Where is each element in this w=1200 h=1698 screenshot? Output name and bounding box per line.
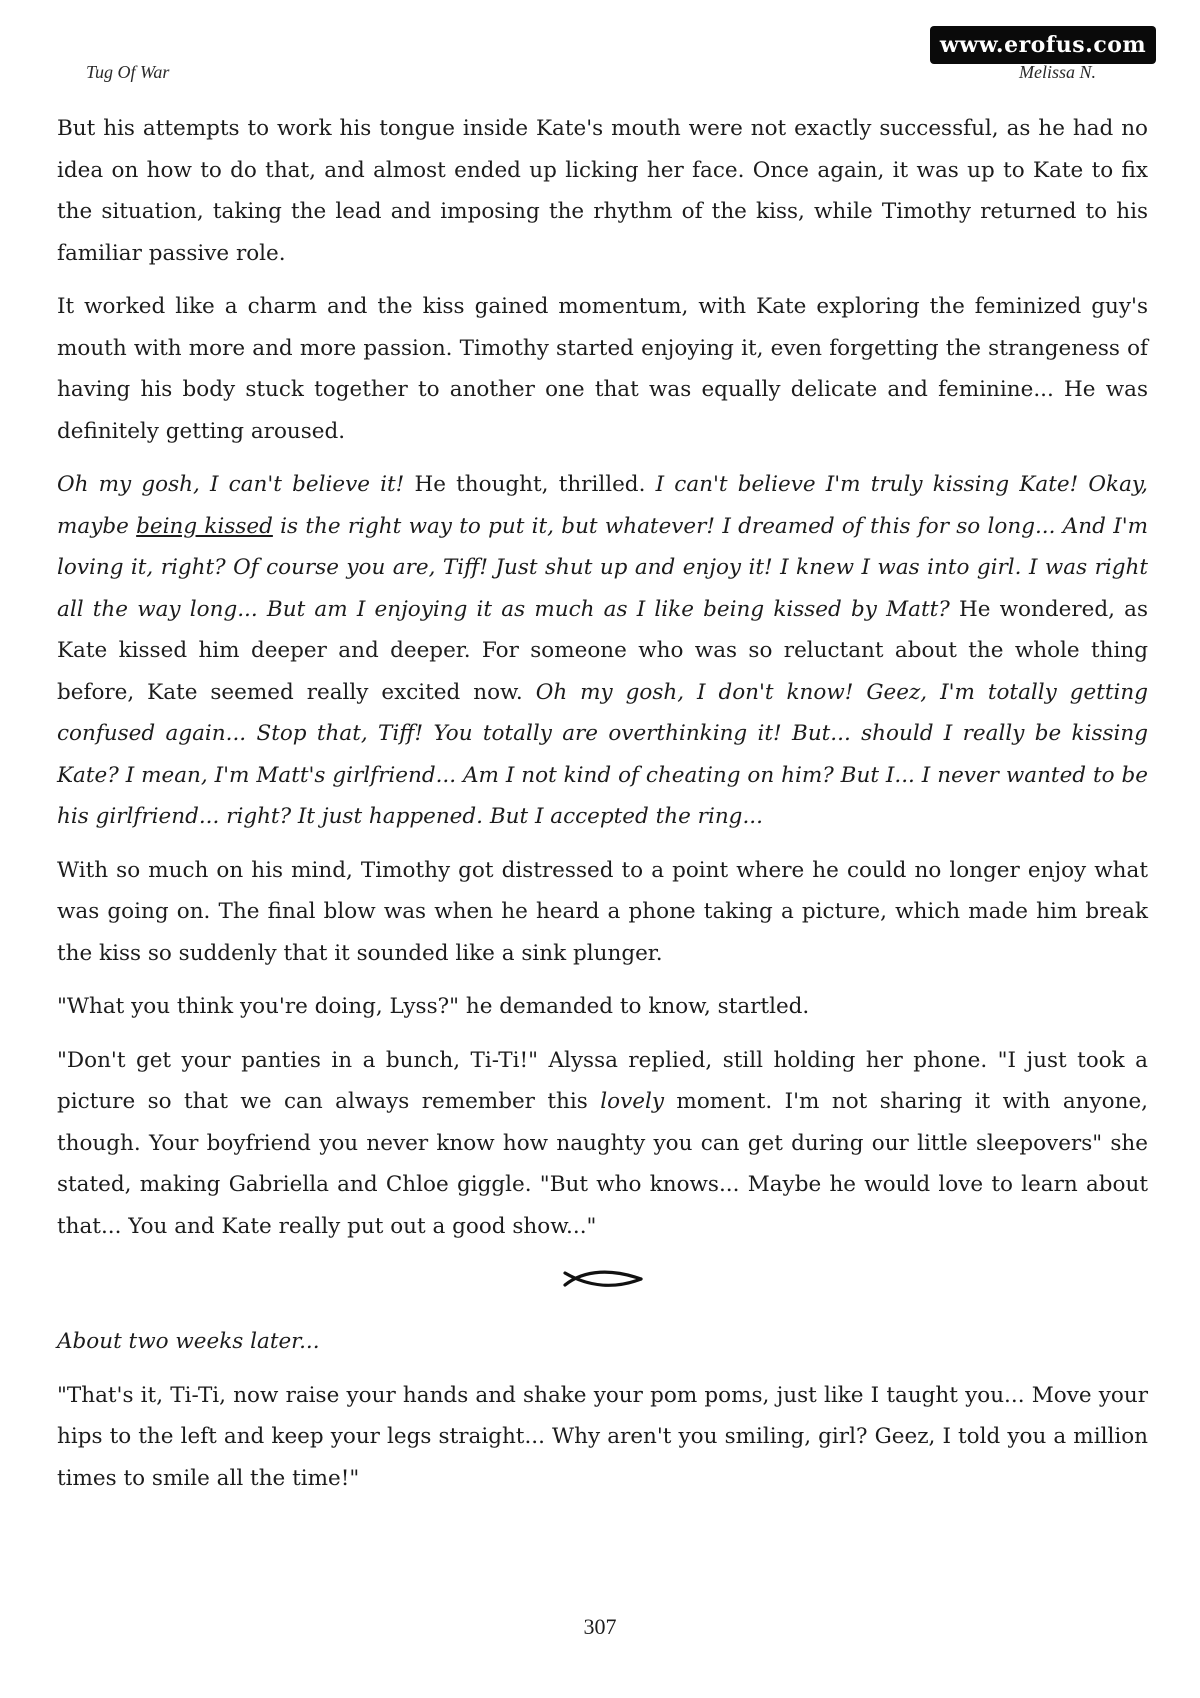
narration: He thought, thrilled. — [404, 472, 656, 497]
inner-thought: is the right way to put it, but whatever! I dreamed of this for so long... And I'm loving it, right? Of course you are, Tiff! Just shut up and enjoy it! I knew I was into girl. I was right all the way long... But am I enjoying it as much as I like being kissed by Matt? — [57, 513, 1148, 622]
emphasis: lovely — [600, 1089, 664, 1114]
scene-heading: About two weeks later... — [57, 1329, 320, 1354]
scene-break-ornament-icon — [563, 1263, 643, 1295]
inner-thought: Oh my gosh, I don't know! Geez, I'm totally getting confused again... Stop that, Tiff! You totally are overthinking it! But... should I really be kissing Kate? I mean, I'm Matt's girlfriend... Am I not kind of cheating on him? But I... I never wanted to be his girlfriend... right? It just happened. But I accepted the ring... — [57, 679, 1148, 829]
paragraph — [57, 464, 1148, 838]
dialogue: "Don't get your panties in a bunch, Ti-Ti!" Alyssa replied, still holding her phone. "I just took a picture so that we can always remember this — [57, 1047, 1148, 1114]
narration: He wondered, as Kate kissed him deeper and deeper. For someone who was so reluctant about the whole thing before, Kate seemed really excited now. — [57, 596, 1148, 705]
inner-thought: I can't believe I'm truly kissing Kate! Okay, maybe — [57, 472, 1149, 539]
paragraph — [57, 1040, 1148, 1248]
dialogue: moment. I'm not sharing it with anyone, though. Your boyfriend you never know how naughty you can get during our little sleepovers" she stated, making Gabriella and Chloe giggle. "But who knows... Maybe he would love to learn about that... You and Kate really put out a good show..." — [57, 1089, 1149, 1239]
paragraph: With so much on his mind, Timothy got distressed to a point where he could no longer enjoy what was going on. The final blow was when he heard a phone taking a picture, which made him break the kiss so suddenly that it sounded like a sink plunger. — [57, 857, 1148, 966]
underlined-phrase: being kissed — [136, 513, 273, 539]
page-body — [57, 108, 1148, 1511]
author-name: Melissa N. — [1018, 62, 1096, 82]
paragraph: But his attempts to work his tongue inside Kate's mouth were not exactly successful, as he had no idea on how to do that, and almost ended up licking her face. Once again, it was up to Kate to fix the situation, taking the lead and imposing the rhythm of the kiss, while Timothy returned to his familiar passive role. — [57, 116, 1148, 266]
book-title: Tug Of War — [86, 62, 170, 82]
paragraph: "What you think you're doing, Lyss?" he demanded to know, startled. — [57, 994, 810, 1019]
page-header — [86, 62, 1096, 90]
inner-thought: Oh my gosh, I can't believe it! — [57, 472, 405, 497]
page-number: 307 — [583, 1614, 617, 1639]
scene-break-divider — [57, 1263, 1148, 1295]
paragraph: "That's it, Ti-Ti, now raise your hands and shake your pom poms, just like I taught you... Move your hips to the left and keep your legs straight... Why aren't you smiling, girl? Geez, I told you a million times to smile all the time!" — [57, 1382, 1148, 1491]
paragraph: It worked like a charm and the kiss gained momentum, with Kate exploring the feminized guy's mouth with more and more passion. Timothy started enjoying it, even forgetting the strangeness of having his body stuck together to another one that was equally delicate and feminine... He was definitely getting aroused. — [57, 294, 1148, 444]
watermark: www.erofus.com — [930, 26, 1156, 64]
